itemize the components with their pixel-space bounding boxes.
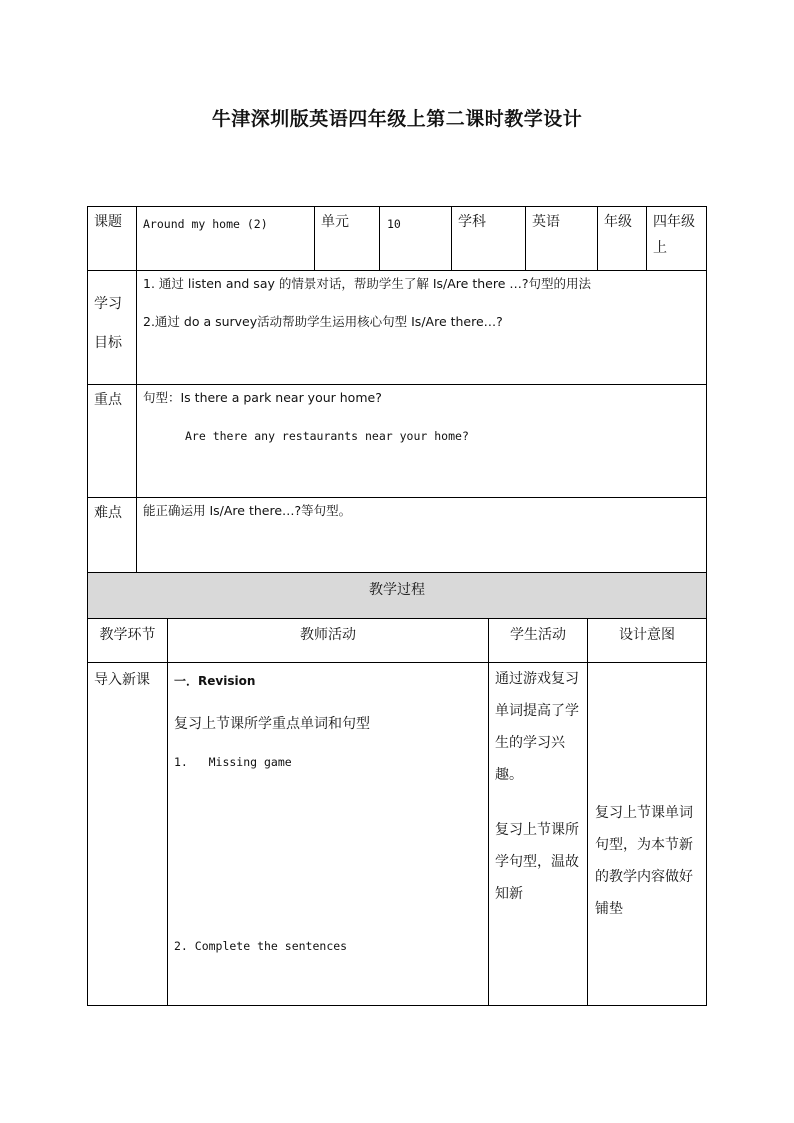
topic-label: 课题	[94, 214, 122, 230]
teacher-heading: 一．Revision	[174, 674, 256, 688]
teacher-step-1: 1. Missing game	[174, 755, 292, 769]
subject-value: 英语	[532, 214, 560, 230]
teacher-step-2: 2. Complete the sentences	[174, 939, 348, 953]
column-header-stage: 教学环节	[99, 627, 156, 643]
unit-label: 单元	[321, 214, 349, 230]
key-point-line-2: Are there any restaurants near your home?	[185, 429, 469, 443]
objective-item-2: 2.通过 do a survey活动帮助学生运用核心句型 Is/Are there…?	[143, 314, 503, 329]
student-note-2: 复习上节课所学句型，温故知新	[495, 822, 579, 902]
student-note-1: 通过游戏复习单词提高了学生的学习兴趣。	[495, 671, 579, 783]
key-point-line-1: 句型：Is there a park near your home?	[143, 390, 382, 405]
grade-label: 年级	[604, 214, 632, 230]
difficult-points-label: 难点	[94, 505, 122, 521]
column-header-teacher: 教师活动	[300, 627, 356, 643]
stage-name: 导入新课	[94, 672, 150, 688]
teacher-intro: 复习上节课所学重点单词和句型	[174, 716, 370, 732]
topic-value: Around my home (2)	[143, 217, 268, 231]
column-header-student: 学生活动	[510, 627, 566, 643]
grade-value: 四年级上	[653, 214, 695, 256]
unit-value: 10	[387, 217, 401, 231]
document-title: 牛津深圳版英语四年级上第二课时教学设计	[211, 108, 583, 130]
column-header-intent: 设计意图	[619, 627, 675, 643]
process-header: 教学过程	[369, 582, 425, 598]
difficult-points-text: 能正确运用 Is/Are there…?等句型。	[143, 503, 352, 518]
key-points-label: 重点	[94, 392, 122, 408]
design-intent: 复习上节课单词句型，为本节新的教学内容做好铺垫	[595, 805, 693, 917]
objectives-label-1: 学习	[94, 296, 122, 312]
objectives-label-2: 目标	[94, 335, 122, 351]
subject-label: 学科	[458, 214, 486, 230]
objective-item-1: 1. 通过 listen and say 的情景对话，帮助学生了解 Is/Are there …?句型的用法	[143, 276, 591, 291]
